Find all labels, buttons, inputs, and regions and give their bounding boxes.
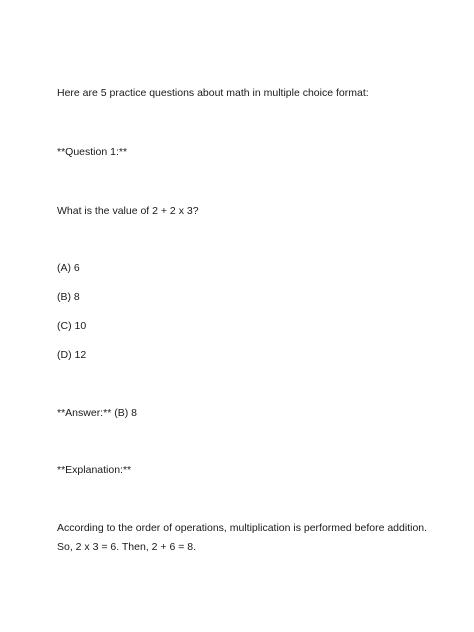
option-c: (C) 10: [57, 320, 87, 332]
explanation-line: According to the order of operations, multiplication is performed before addition.: [57, 522, 428, 534]
question-heading: **Question 1:**: [57, 146, 128, 158]
answer-text: **Answer:** (B) 8: [57, 407, 137, 419]
question-text: What is the value of 2 + 2 x 3?: [57, 205, 199, 217]
intro-text: Here are 5 practice questions about math in multiple choice format:: [57, 87, 369, 99]
option-b: (B) 8: [57, 291, 80, 303]
explanation-heading: **Explanation:**: [57, 464, 132, 476]
option-a: (A) 6: [57, 262, 80, 274]
explanation-line: So, 2 x 3 = 6. Then, 2 + 6 = 8.: [57, 541, 197, 553]
option-d: (D) 12: [57, 349, 87, 361]
